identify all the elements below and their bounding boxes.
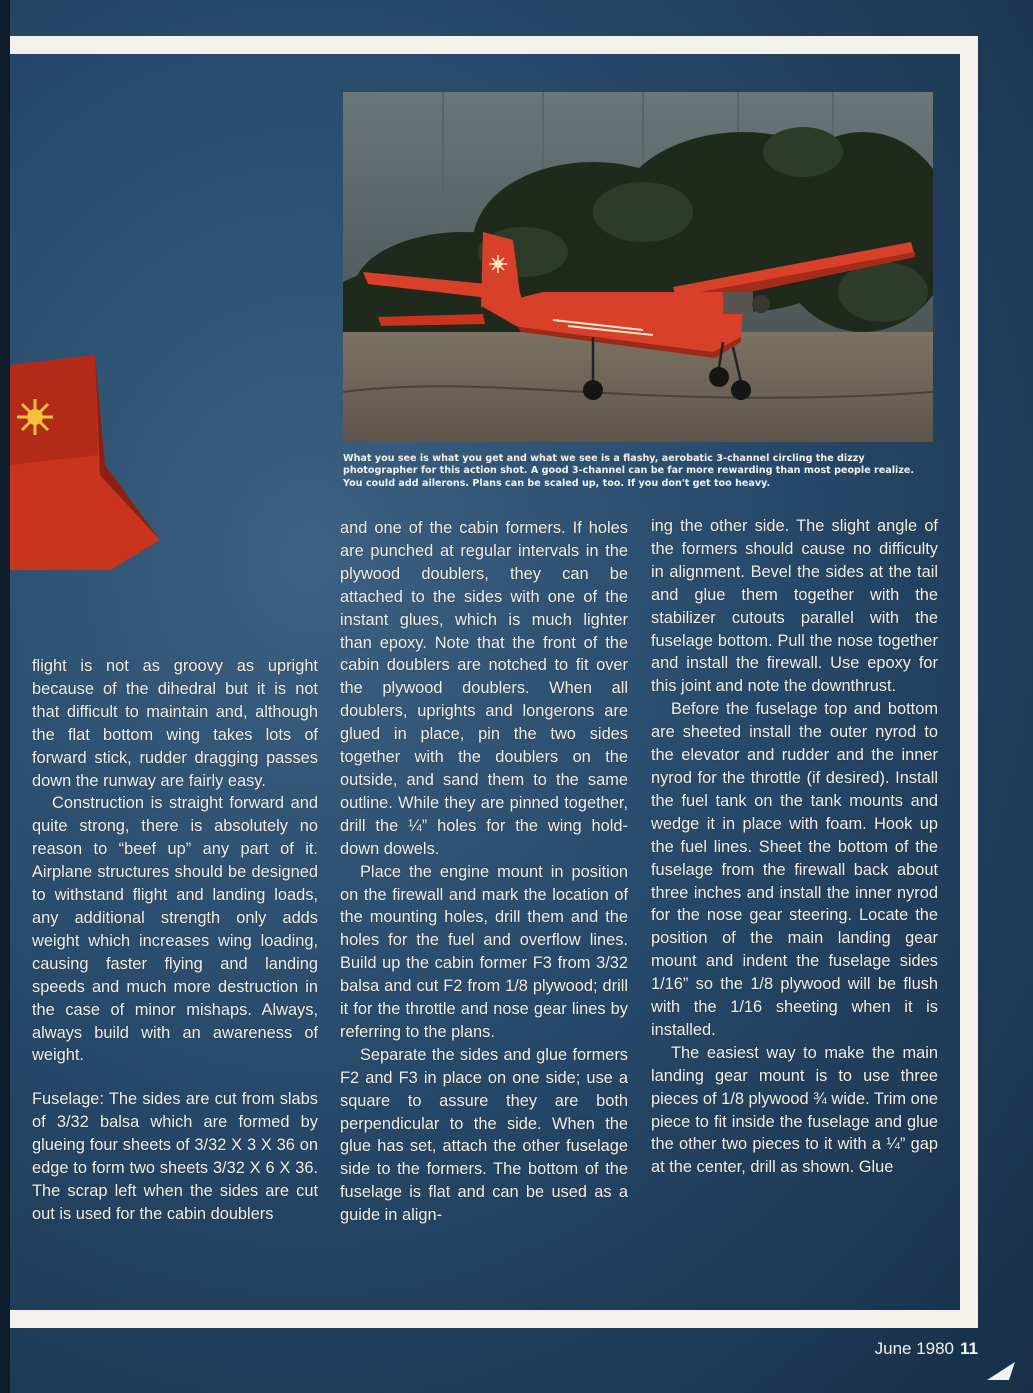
paragraph: ing the other side. The slight angle of the formers should cause no difficulty in alignment. Bevel the sides at the tail and glue them together with the stabilizer cutouts parallel with the fuselage bottom. Pull the nose together and install the firewall. Use epoxy for this joint and note the downthrust.: [651, 517, 938, 696]
page-number: 11: [960, 1339, 978, 1358]
paragraph: Construction is straight forward and quite strong, there is absolutely no reason to “beef up” any part of it. Airplane structures should be designed to withstand flight and landing loads, any additional strength only adds weight which increases wing loading, causing faster flying and landing speeds and much more destruction in the case of minor mishaps. Always, always build with an awareness of weight.: [32, 794, 318, 1065]
paragraph: and one of the cabin formers. If holes are punched at regular intervals in the plywood doublers, they can be attached to the sides with one of the instant glues, which is much lighter than epoxy. Note that the front of the cabin doublers are notched to fit over the plywood doublers. When all doublers, uprights and longerons are glued in place, pin the two sides together with the doublers on the outside, and sand them to the same outline. While they are pinned together, drill the ¼” holes for the wing hold-down dowels.: [340, 519, 628, 858]
paragraph-fuselage: Fuselage: The sides are cut from slabs of 3/32 balsa which are formed by glueing four sheets of 3/32 X 3 X 36 on edge to form two sheets 3/32 X 6 X 36. The scrap left when the sides are cut out is used for the cabin doublers: [32, 1090, 318, 1223]
article-column-2: [340, 517, 628, 1227]
scan-edge: [0, 0, 10, 1393]
paragraph: flight is not as groovy as upright because of the dihedral but it is not that difficult to maintain and, although the flat bottom wing takes lots of forward stick, rudder dragging passes down the runway are fairly easy.: [32, 657, 318, 790]
paragraph: The easiest way to make the main landing gear mount is to use three pieces of 1/8 plywood ¾ wide. Trim one piece to fit inside the fuselage and glue the other two pieces to it with a ¼” gap at the center, drill as shown. Glue: [651, 1043, 938, 1177]
footer-date: June 1980: [874, 1339, 955, 1358]
sun-emblem-icon: [17, 399, 53, 435]
decorative-red-tail-art: [10, 355, 170, 575]
page-turn-arrow-icon[interactable]: [983, 1360, 1019, 1382]
paragraph: Place the engine mount in position on the firewall and mark the location of the mounting holes, drill them and the holes for the fuel and overflow lines. Build up the cabin former F3 from 3/32 balsa and cut F2 from 1/8 plywood; drill it for the throttle and nose gear lines by referring to the plans.: [340, 862, 628, 1041]
page-footer: [875, 1339, 978, 1359]
airplane-photo: [343, 92, 933, 442]
article-column-3: [651, 515, 938, 1179]
article-column-1: [32, 655, 318, 1226]
paragraph: Separate the sides and glue formers F2 and F3 in place on one side; use a square to assure they are both perpendicular to the side. When the glue has set, attach the other fuselage side to the formers. The bottom of the fuselage is flat and can be used as a guide in align-: [340, 1045, 628, 1225]
paragraph: Before the fuselage top and bottom are sheeted install the outer nyrod to the elevator and rudder and the inner nyrod for the throttle (if desired). Install the fuel tank on the tank mounts and wedge it in place with foam. Hook up the fuel lines. Sheet the bottom of the fuselage from the firewall back about three inches and install the inner nyrod for the nose gear steering. Locate the position of the main landing gear mount and indent the fuselage sides 1/16” so the 1/8 plywood will be flush with the 1/16 sheeting when it is installed.: [651, 700, 938, 1039]
photo-caption: What you see is what you get and what we see is a flashy, aerobatic 3-channel circling the dizzy photographer for this action shot. A good 3-channel can be far more rewarding than most people realize. You could add ailerons. Plans can be scaled up, too. If you don't get too heavy.: [343, 453, 915, 489]
